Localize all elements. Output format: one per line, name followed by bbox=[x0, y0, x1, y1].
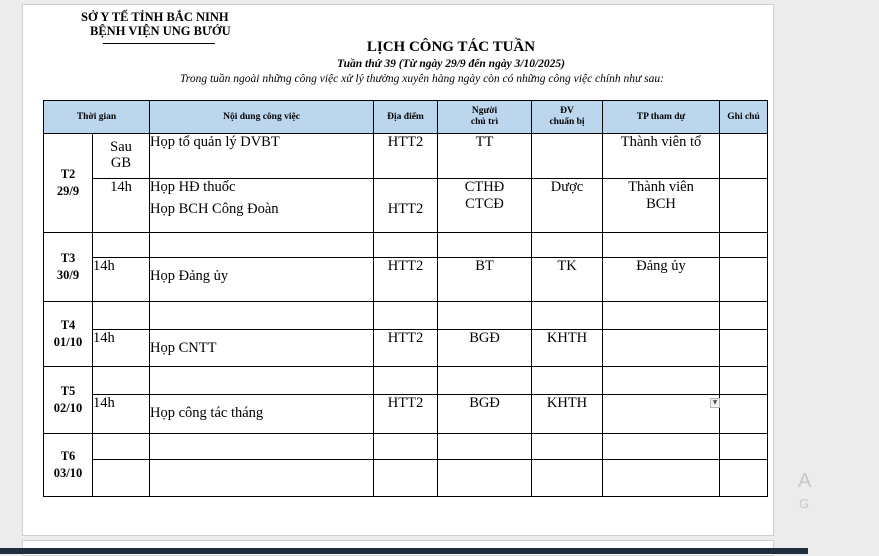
time-cell: 14h bbox=[93, 395, 150, 434]
chair-cell bbox=[438, 233, 532, 258]
day-name: T4 bbox=[60, 318, 76, 332]
table-row bbox=[44, 395, 768, 434]
col-header-prep-line2: chuẩn bị bbox=[549, 117, 585, 127]
notes-cell bbox=[720, 330, 768, 367]
day-date: 01/10 bbox=[53, 335, 83, 349]
content-cell bbox=[150, 460, 374, 497]
time-cell: 14h bbox=[93, 330, 150, 367]
content-cell bbox=[150, 302, 374, 330]
notes-cell bbox=[720, 134, 768, 179]
table-row bbox=[44, 134, 768, 179]
notes-cell bbox=[720, 460, 768, 497]
chair-line1: CTHĐ bbox=[464, 179, 505, 195]
participants-cell bbox=[603, 330, 720, 367]
prep-cell: KHTH bbox=[532, 330, 603, 367]
participants-line2: BCH bbox=[646, 196, 676, 212]
time-cell bbox=[93, 302, 150, 330]
participants-cell: Thành viên tổ bbox=[603, 134, 720, 179]
chair-cell bbox=[438, 367, 532, 395]
day-cell bbox=[44, 134, 93, 233]
day-date: 30/9 bbox=[56, 268, 80, 282]
time-cell: 14h bbox=[93, 179, 150, 233]
time-cell bbox=[93, 134, 150, 179]
day-name: T2 bbox=[60, 167, 76, 181]
organization-name: SỞ Y TẾ TỈNH BẮC NINH bbox=[81, 10, 229, 24]
notes-cell bbox=[720, 302, 768, 330]
prep-cell bbox=[532, 460, 603, 497]
location-cell bbox=[374, 367, 438, 395]
chair-line2: CTCĐ bbox=[465, 196, 504, 212]
time-cell bbox=[93, 460, 150, 497]
prep-cell: TK bbox=[532, 258, 603, 302]
notes-cell bbox=[720, 258, 768, 302]
table-row bbox=[44, 434, 768, 460]
time-cell: 14h bbox=[93, 258, 150, 302]
page-title: LỊCH CÔNG TÁC TUẦN bbox=[366, 39, 536, 55]
col-header-chair-line2: chủ trì bbox=[470, 117, 499, 127]
location-cell bbox=[374, 233, 438, 258]
time-cell bbox=[93, 367, 150, 395]
time-cell bbox=[93, 434, 150, 460]
table-row bbox=[44, 367, 768, 395]
prep-cell bbox=[532, 302, 603, 330]
location-cell bbox=[374, 434, 438, 460]
participants-cell bbox=[603, 302, 720, 330]
corner-watermark-glyph: A bbox=[798, 470, 812, 492]
chair-cell bbox=[438, 434, 532, 460]
table-row bbox=[44, 330, 768, 367]
time-cell bbox=[93, 233, 150, 258]
schedule-table bbox=[43, 100, 768, 497]
time-line1: Sau bbox=[110, 139, 132, 155]
participants-cell bbox=[603, 179, 720, 233]
col-header-chair-line1: Người bbox=[471, 106, 498, 116]
col-header-time: Thời gian bbox=[44, 101, 150, 134]
day-name: T3 bbox=[60, 251, 76, 265]
prep-cell bbox=[532, 434, 603, 460]
col-header-prep-line1: ĐV bbox=[560, 106, 574, 116]
content-cell: Họp Đảng ủy bbox=[150, 258, 374, 302]
location-cell: HTT2 bbox=[374, 395, 438, 434]
table-row bbox=[44, 233, 768, 258]
participants-line1: Thành viên bbox=[628, 179, 694, 195]
content-cell bbox=[150, 367, 374, 395]
time-line2: GB bbox=[110, 155, 132, 171]
location-cell: HTT2 bbox=[374, 134, 438, 179]
location-cell: HTT2 bbox=[374, 330, 438, 367]
table-row bbox=[44, 302, 768, 330]
hospital-name: BỆNH VIỆN UNG BƯỚU bbox=[90, 24, 231, 38]
table-row bbox=[44, 460, 768, 497]
day-cell bbox=[44, 233, 93, 302]
chevron-down-icon[interactable]: ▼ bbox=[710, 398, 720, 408]
notes-cell bbox=[720, 233, 768, 258]
table-header-row bbox=[44, 101, 768, 134]
content-line2: Họp BCH Công Đoàn bbox=[150, 201, 279, 217]
corner-watermark-glyph-small: G bbox=[799, 496, 810, 511]
participants-cell bbox=[603, 233, 720, 258]
table-row bbox=[44, 179, 768, 233]
notes-cell bbox=[720, 434, 768, 460]
prep-cell: Dược bbox=[532, 179, 603, 233]
content-line1: Họp HĐ thuốc bbox=[150, 179, 236, 195]
content-cell: Họp CNTT bbox=[150, 330, 374, 367]
content-cell bbox=[150, 434, 374, 460]
chair-cell: BGĐ bbox=[438, 330, 532, 367]
chair-cell: BT bbox=[438, 258, 532, 302]
location-cell: HTT2 bbox=[374, 258, 438, 302]
chair-cell: TT bbox=[438, 134, 532, 179]
day-name: T6 bbox=[60, 449, 76, 463]
location-cell bbox=[374, 460, 438, 497]
table-row bbox=[44, 258, 768, 302]
participants-cell bbox=[603, 395, 720, 434]
day-date: 29/9 bbox=[56, 184, 80, 198]
participants-cell: Đảng ủy bbox=[603, 258, 720, 302]
prep-cell bbox=[532, 233, 603, 258]
day-cell bbox=[44, 434, 93, 497]
day-cell bbox=[44, 302, 93, 367]
col-header-participants: TP tham dự bbox=[603, 101, 720, 134]
participants-cell bbox=[603, 460, 720, 497]
col-header-location: Địa điểm bbox=[374, 101, 438, 134]
chair-cell bbox=[438, 179, 532, 233]
col-header-prep bbox=[532, 101, 603, 134]
prep-cell: KHTH bbox=[532, 395, 603, 434]
chair-cell: BGĐ bbox=[438, 395, 532, 434]
intro-text: Trong tuần ngoài những công việc xử lý thường xuyên hàng ngày còn có những công việc chính như sau: bbox=[180, 73, 664, 85]
content-cell: Họp tổ quản lý DVBT bbox=[150, 134, 374, 179]
notes-cell bbox=[720, 179, 768, 233]
chair-cell bbox=[438, 460, 532, 497]
taskbar bbox=[0, 548, 808, 554]
content-cell bbox=[150, 233, 374, 258]
notes-cell bbox=[720, 367, 768, 395]
location-cell bbox=[374, 302, 438, 330]
col-header-content: Nội dung công việc bbox=[150, 101, 374, 134]
day-date: 02/10 bbox=[53, 401, 83, 415]
col-header-chair bbox=[438, 101, 532, 134]
chair-cell bbox=[438, 302, 532, 330]
location-cell: HTT2 bbox=[374, 179, 438, 233]
prep-cell bbox=[532, 134, 603, 179]
week-subtitle: Tuần thứ 39 (Từ ngày 29/9 đến ngày 3/10/2025) bbox=[336, 58, 566, 70]
day-date: 03/10 bbox=[53, 466, 83, 480]
prep-cell bbox=[532, 367, 603, 395]
col-header-notes: Ghi chú bbox=[720, 101, 768, 134]
participants-cell bbox=[603, 367, 720, 395]
participants-cell bbox=[603, 434, 720, 460]
day-name: T5 bbox=[60, 384, 76, 398]
notes-cell bbox=[720, 395, 768, 434]
content-cell bbox=[150, 179, 374, 233]
content-cell: Họp công tác tháng bbox=[150, 395, 374, 434]
day-cell bbox=[44, 367, 93, 434]
